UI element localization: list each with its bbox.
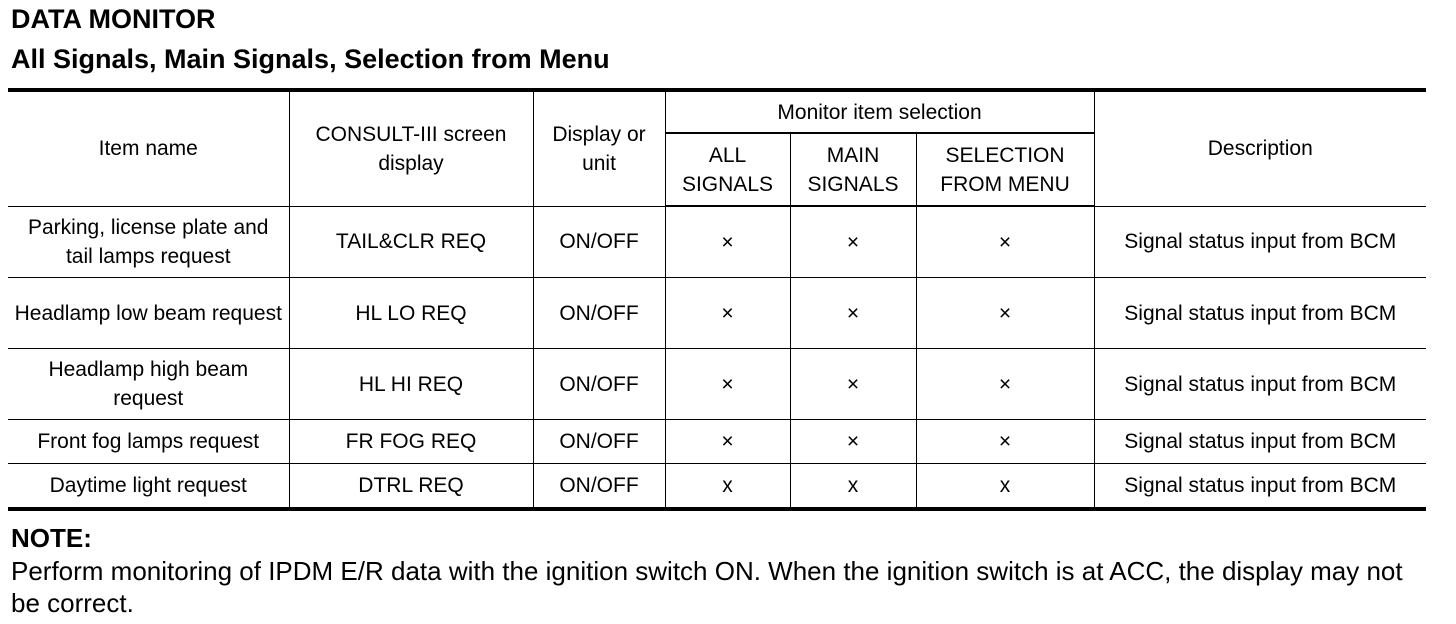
header-all-signals: ALL SIGNALS: [665, 133, 790, 206]
cell-description: Signal status input from BCM: [1094, 464, 1426, 510]
cell-main-signals-mark: ×: [790, 420, 916, 464]
cell-all-signals-mark: ×: [665, 420, 790, 464]
table-row: [8, 206, 1426, 278]
cell-main-signals-mark: ×: [790, 349, 916, 420]
cell-main-signals-mark: ×: [790, 206, 916, 278]
cell-selection-mark: ×: [916, 206, 1094, 278]
page-subtitle: All Signals, Main Signals, Selection from Menu: [11, 44, 610, 74]
cell-description: Signal status input from BCM: [1094, 278, 1426, 349]
data-monitor-table: [8, 88, 1426, 511]
cell-display-unit: ON/OFF: [533, 206, 665, 278]
table-row: [8, 278, 1426, 349]
header-screen-display: CONSULT-III screen display: [289, 90, 533, 206]
cell-selection-mark: x: [916, 464, 1094, 510]
header-description: Description: [1094, 90, 1426, 206]
cell-selection-mark: ×: [916, 278, 1094, 349]
cell-screen-display: HL LO REQ: [289, 278, 533, 349]
header-display-unit: Display or unit: [533, 90, 665, 206]
note-text: Perform monitoring of IPDM E/R data with the ignition switch ON. When the ignition switch is at ACC, the display may not be correct.: [11, 556, 1403, 618]
page-title: DATA MONITOR: [11, 4, 216, 34]
cell-item-name: Headlamp low beam request: [8, 278, 289, 349]
cell-main-signals-mark: ×: [790, 278, 916, 349]
table-row: [8, 420, 1426, 464]
note-heading: NOTE:: [11, 523, 92, 553]
header-main-signals: MAIN SIGNALS: [790, 133, 916, 206]
cell-description: Signal status input from BCM: [1094, 349, 1426, 420]
table-row: [8, 464, 1426, 510]
cell-selection-mark: ×: [916, 349, 1094, 420]
cell-screen-display: FR FOG REQ: [289, 420, 533, 464]
cell-all-signals-mark: ×: [665, 349, 790, 420]
cell-item-name: Front fog lamps request: [8, 420, 289, 464]
cell-item-name: Parking, license plate and tail lamps request: [8, 206, 289, 278]
cell-screen-display: TAIL&CLR REQ: [289, 206, 533, 278]
cell-description: Signal status input from BCM: [1094, 206, 1426, 278]
cell-selection-mark: ×: [916, 420, 1094, 464]
cell-item-name: Headlamp high beam request: [8, 349, 289, 420]
cell-all-signals-mark: ×: [665, 278, 790, 349]
cell-all-signals-mark: x: [665, 464, 790, 510]
cell-display-unit: ON/OFF: [533, 278, 665, 349]
cell-display-unit: ON/OFF: [533, 420, 665, 464]
cell-item-name: Daytime light request: [8, 464, 289, 510]
cell-display-unit: ON/OFF: [533, 349, 665, 420]
header-item-name: Item name: [8, 90, 289, 206]
cell-all-signals-mark: ×: [665, 206, 790, 278]
table-row: [8, 349, 1426, 420]
header-monitor-item-selection: Monitor item selection: [665, 90, 1094, 133]
header-selection-from-menu: SELECTION FROM MENU: [916, 133, 1094, 206]
cell-description: Signal status input from BCM: [1094, 420, 1426, 464]
cell-display-unit: ON/OFF: [533, 464, 665, 510]
cell-screen-display: HL HI REQ: [289, 349, 533, 420]
cell-main-signals-mark: x: [790, 464, 916, 510]
cell-screen-display: DTRL REQ: [289, 464, 533, 510]
